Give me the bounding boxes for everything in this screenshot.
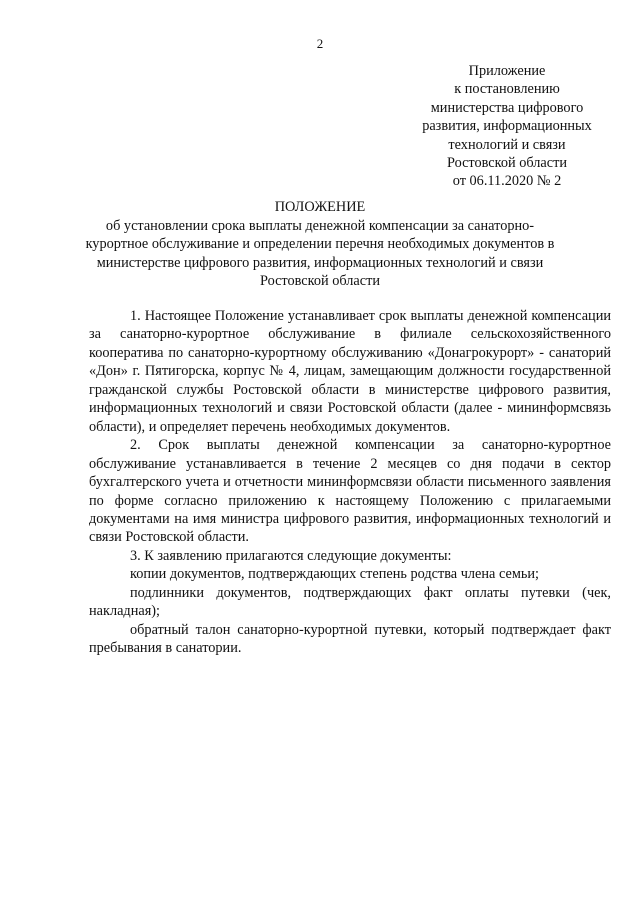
list-item-return-coupon: обратный талон санаторно-курортной путевки, который подтверждает факт пребывания в санатории. [89, 621, 611, 657]
paragraph-1: 1. Настоящее Положение устанавливает срок выплаты денежной компенсации за санаторно-курортное обслуживание в филиале сельскохозяйственного кооператива по санаторно-курортному обслуживанию «Донагрокурорт» - санаторий «Дон» г. Пятигорска, корпус № 4, лицам, замещающим должности государственной гражданской службы Ростовской области в министерстве цифрового развития, информационных технологий и связи Ростовской области (далее - мининформсвязь области), и определяет перечень необходимых документов. [89, 308, 611, 435]
appendix-date-line: от 06.11.2020 № 2 [452, 173, 562, 190]
page-number: 2 [316, 36, 324, 51]
appendix-line: министерства цифрового [430, 99, 584, 116]
title-subtitle-line: министерстве цифрового развития, информационных технологий и связи [96, 254, 544, 271]
document-title [80, 198, 560, 291]
appendix-line: Приложение [468, 63, 546, 79]
title-subtitle-line: курортное обслуживание и определении перечня необходимых документов в [85, 236, 555, 253]
appendix-line: развития, информационных [422, 118, 592, 135]
appendix-block [404, 62, 610, 191]
appendix-line: к постановлению [454, 81, 560, 98]
appendix-line: технологий и связи [448, 136, 566, 153]
title-subtitle-line: об установлении срока выплаты денежной компенсации за санаторно- [105, 217, 535, 234]
title-heading: ПОЛОЖЕНИЕ [274, 199, 366, 215]
paragraph-2: 2. Срок выплаты денежной компенсации за санаторно-курортное обслуживание устанавливается в течение 2 месяцев со дня подачи в сектор бухгалтерского учета и отчетности мининформсвязи области письменного заявления по форме согласно приложению к настоящему Положению с прилагаемыми документами на имя министра цифрового развития, информационных технологий и связи Ростовской области. [89, 437, 611, 546]
document-body [89, 307, 611, 658]
title-subtitle-line: Ростовской области [259, 273, 381, 290]
list-item-payment-docs: подлинники документов, подтверждающих факт оплаты путевки (чек, накладная); [89, 584, 611, 620]
paragraph-3: 3. К заявлению прилагаются следующие документы: [130, 547, 452, 564]
appendix-line: Ростовской области [446, 155, 568, 172]
list-item-family-docs: копии документов, подтверждающих степень родства члена семьи; [130, 566, 540, 583]
